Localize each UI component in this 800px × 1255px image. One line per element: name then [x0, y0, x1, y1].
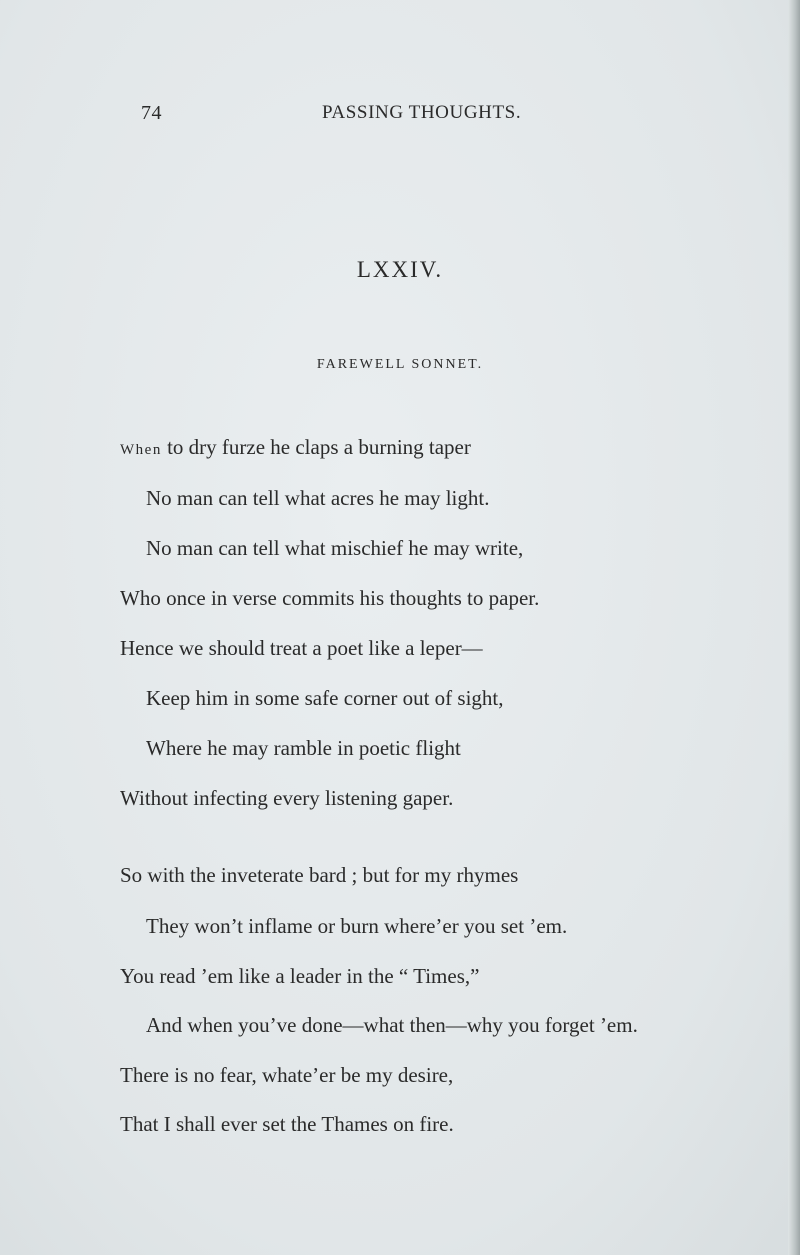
poem-line: That I shall ever set the Thames on fire. — [120, 1112, 454, 1136]
first-word-small-caps: When — [120, 442, 162, 458]
poem-line: There is no fear, whate’er be my desire, — [120, 1063, 454, 1087]
poem-line: Where he may ramble in poetic flight — [146, 736, 461, 760]
poem-line: No man can tell what mischief he may write, — [146, 536, 524, 560]
poem-line: No man can tell what acres he may light. — [146, 486, 490, 510]
page-edge — [788, 0, 800, 1255]
poem-line: They won’t inflame or burn where’er you set ’em. — [146, 914, 568, 938]
page-header — [0, 102, 800, 132]
poem-line: Without infecting every listening gaper. — [120, 786, 454, 810]
poem-line — [120, 437, 471, 458]
poem-line: Keep him in some safe corner out of sight, — [146, 686, 504, 710]
poem-line: You read ’em like a leader in the “ Times,” — [120, 964, 480, 988]
section-number: LXXIV. — [356, 257, 444, 282]
line-text: to dry furze he claps a burning taper — [161, 435, 471, 459]
page-number: 74 — [141, 102, 162, 124]
poem-line: And when you’ve done—what then—why you forget ’em. — [146, 1013, 638, 1037]
poem-line: Who once in verse commits his thoughts to paper. — [120, 586, 540, 610]
poem-line: So with the inveterate bard ; but for my rhymes — [120, 863, 519, 887]
poem-line: Hence we should treat a poet like a leper— — [120, 636, 483, 660]
poem-title: FAREWELL SONNET. — [316, 357, 484, 372]
running-title: PASSING THOUGHTS. — [322, 102, 522, 123]
